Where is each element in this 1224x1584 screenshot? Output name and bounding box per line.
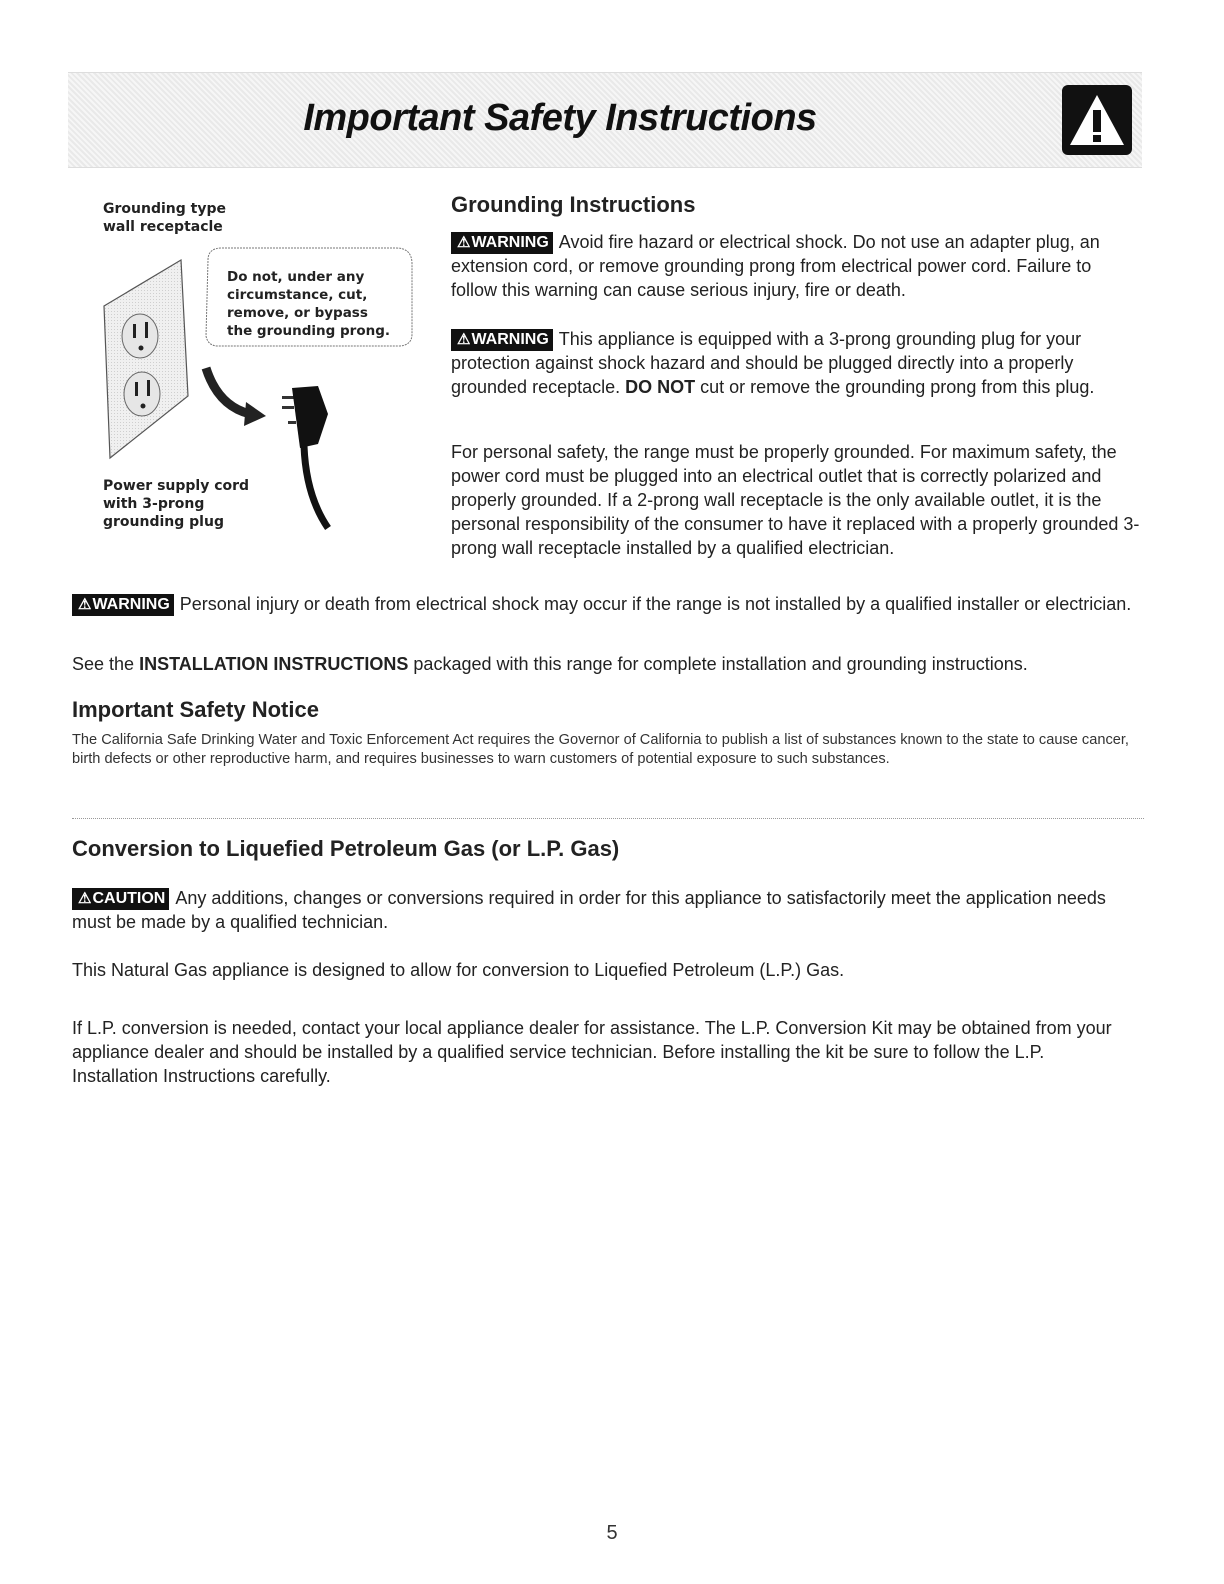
- page-title: Important Safety Instructions: [303, 97, 817, 139]
- warning-triangle-icon: ⚠: [78, 890, 92, 907]
- grounding-prong-callout: Do not, under any circumstance, cut, remove, or bypass the grounding prong.: [227, 269, 391, 339]
- lp-paragraph-1: This Natural Gas appliance is designed to allow for conversion to Liquefied Petroleum (L.P.) Gas.: [72, 960, 845, 980]
- lp-paragraph-2: If L.P. conversion is needed, contact your local appliance dealer for assistance. The L.P. Conversion Kit may be obtained from your appliance dealer and should be installed by a qualified service technician. Before installing the kit be sure to follow the L.P. Installation Instructions carefully.: [72, 1018, 1112, 1086]
- electrical-shock-warning: ⚠WARNING Personal injury or death from electrical shock may occur if the range is not installed by a qualified installer or electrician.: [72, 592, 1144, 616]
- warning-triangle-icon: [1062, 85, 1132, 155]
- warning-badge: ⚠WARNING: [451, 329, 553, 351]
- warning-badge: ⚠WARNING: [451, 232, 553, 254]
- see-installation-instructions: See the INSTALLATION INSTRUCTIONS packaged with this range for complete installation and grounding instructions.: [72, 654, 1028, 674]
- warning-badge: ⚠WARNING: [72, 594, 174, 616]
- power-cord-label: Power supply cord with 3-prong grounding plug: [103, 478, 250, 530]
- section-divider: [72, 818, 1144, 819]
- caution-badge: ⚠CAUTION: [72, 888, 169, 910]
- warning-triangle-icon: ⚠: [78, 596, 92, 613]
- page-number: 5: [606, 1522, 618, 1544]
- warning-triangle-icon: ⚠: [457, 234, 471, 251]
- grounding-heading: Grounding Instructions: [451, 192, 696, 217]
- grounding-warning-2: ⚠WARNING This appliance is equipped with a 3-prong grounding plug for your protection against shock hazard and should be plugged directly into a properly grounded receptacle. DO NOT cut or remove the grounding prong from this plug.: [451, 329, 1095, 397]
- lp-caution: ⚠CAUTION Any additions, changes or conversions required in order for this appliance to satisfactorily meet the application needs must be made by a qualified technician.: [72, 888, 1106, 932]
- grounding-warning-1: ⚠WARNING Avoid fire hazard or electrical shock. Do not use an adapter plug, an extension cord, or remove grounding prong from electrical power cord. Failure to follow this warning can cause serious injury, fire or death.: [451, 232, 1100, 300]
- warning-triangle-icon: ⚠: [457, 331, 471, 348]
- grounding-paragraph: For personal safety, the range must be properly grounded. For maximum safety, the power cord must be plugged into an electrical outlet that is correctly polarized and properly grounded. If a 2-prong wall receptacle is the only available outlet, it is the personal responsibility of the consumer to have it replaced with a properly grounded 3-prong wall receptacle installed by a qualified electrician.: [451, 442, 1140, 558]
- title-banner: [68, 72, 1142, 168]
- lp-conversion-heading: Conversion to Liquefied Petroleum Gas (or L.P. Gas): [72, 836, 620, 861]
- receptacle-label: Grounding type wall receptacle: [103, 201, 226, 235]
- safety-notice-text: The California Safe Drinking Water and Toxic Enforcement Act requires the Governor of California to publish a list of substances known to the state to cause cancer, birth defects or other reproductive harm, and requires businesses to warn customers of potential exposure to such substances.: [72, 732, 1129, 767]
- safety-notice-heading: Important Safety Notice: [72, 697, 319, 722]
